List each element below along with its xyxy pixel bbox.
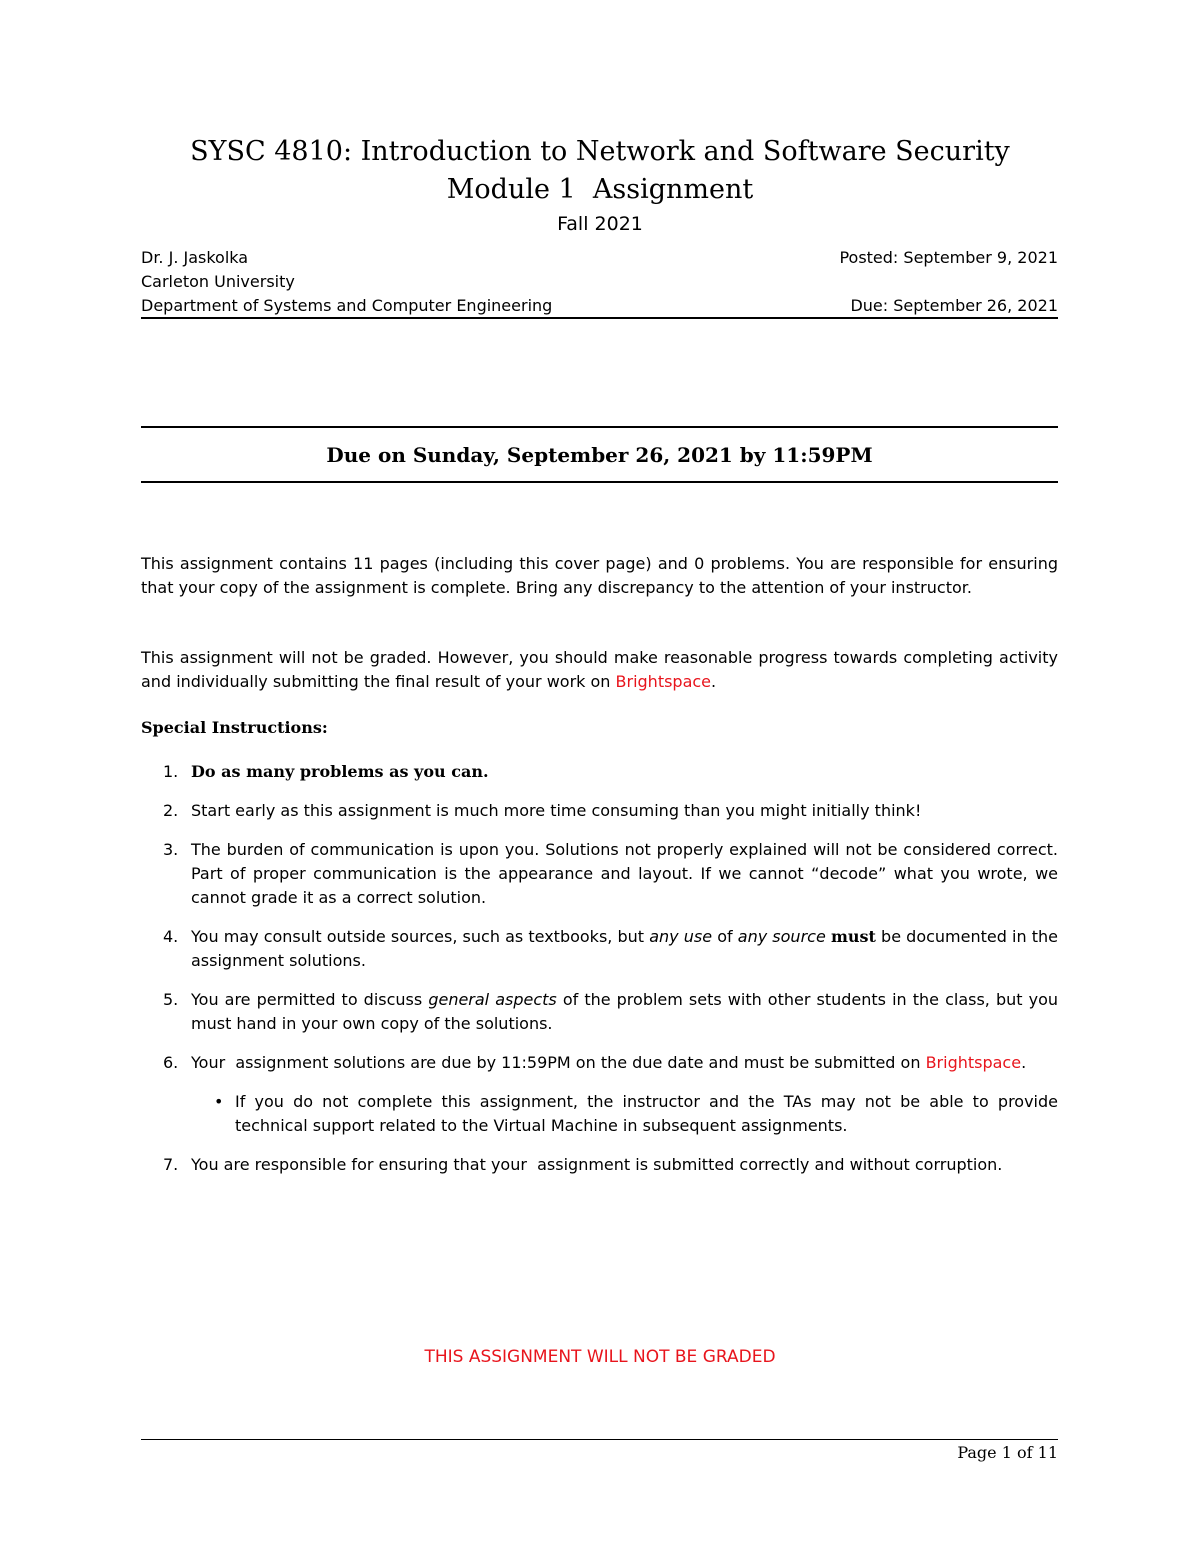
intro-paragraph-1: This assignment contains 11 pages (including this cover page) and 0 problems. You are responsible for ensuring that your copy of the assignment is complete. Bring any discrepancy to the attention of your instructor. [141,554,1058,597]
instructor-name: Dr. J. Jaskolka [141,248,249,267]
special-instructions-list [141,760,1058,1192]
header-divider [141,317,1058,319]
list-item-text: be documented in the assignment solutions. [191,927,1059,970]
due-banner-bottom-rule [141,481,1058,483]
list-item [141,925,1058,973]
list-item-text: of [712,927,738,946]
sub-bullet-text: If you do not complete this assignment, the instructor and the TAs may not be able to provide technical support related to the Virtual Machine in subsequent assignments. [235,1092,1058,1135]
list-item-number: 5. [163,990,179,1009]
list-item-text: The burden of communication is upon you. Solutions not properly explained will not be considered correct. Part of proper communication is the appearance and layout. If we cannot “decode” what you wrote, we cannot grade it as a correct solution. [191,840,1058,907]
list-item-text: You are permitted to discuss [191,990,429,1009]
special-instructions-heading: Special Instructions: [141,718,328,737]
list-item-text: of the problem sets with other students in the class, but you must hand in your own copy of the solutions. [191,990,1058,1033]
list-item-number: 2. [163,801,179,820]
list-item-text: Start early as this assignment is much more time consuming than you might initially think! [191,801,922,820]
bullet-icon: • [214,1092,224,1111]
not-graded-notice: THIS ASSIGNMENT WILL NOT BE GRADED [424,1347,776,1367]
list-item-number: 1. [163,762,179,781]
intro-paragraph-2 [141,646,1058,694]
posted-date: Posted: September 9, 2021 [839,248,1058,267]
list-item-text: You are responsible for ensuring that your assignment is submitted correctly and without corruption. [191,1155,1003,1174]
list-item-number: 6. [163,1053,179,1072]
university-name: Carleton University [141,272,295,291]
list-item [141,760,1058,784]
list-item-text: Do as many problems as you can. [191,762,489,781]
term-label: Fall 2021 [557,213,643,235]
page-number: Page 1 of 11 [957,1443,1058,1462]
list-item-text: Your assignment solutions are due by 11:59PM on the due date and must be submitted on [191,1053,926,1072]
list-item [141,799,1058,823]
intro-paragraph-2-end: . [711,672,717,691]
list-item-text: You may consult outside sources, such as textbooks, but [191,927,650,946]
sub-bullet-item [141,1090,1058,1138]
list-item-text: . [1021,1053,1027,1072]
list-item-number: 4. [163,927,179,946]
list-item-strong: must [830,927,876,946]
department-name: Department of Systems and Computer Engineering [141,296,553,315]
intro-paragraph-2-text: This assignment will not be graded. However, you should make reasonable progress towards completing activity and individually submitting the final result of your work on [141,648,1058,691]
due-date: Due: September 26, 2021 [850,296,1058,315]
list-item-emphasis: any use [649,927,713,946]
list-item [141,1051,1058,1138]
assignment-subtitle: Module 1 Assignment [446,174,754,205]
list-item-number: 3. [163,840,179,859]
list-item-number: 7. [163,1155,179,1174]
due-banner: Due on Sunday, September 26, 2021 by 11:59PM [326,443,873,467]
brightspace-link[interactable]: Brightspace [925,1053,1022,1072]
list-item [141,1153,1058,1177]
list-item-emphasis: general aspects [428,990,557,1009]
footer-divider [141,1439,1058,1440]
course-title: SYSC 4810: Introduction to Network and Software Security [190,136,1010,167]
list-item-emphasis: any source [737,927,826,946]
brightspace-link[interactable]: Brightspace [615,672,712,691]
list-item [141,838,1058,910]
list-item [141,988,1058,1036]
due-banner-top-rule [141,426,1058,428]
